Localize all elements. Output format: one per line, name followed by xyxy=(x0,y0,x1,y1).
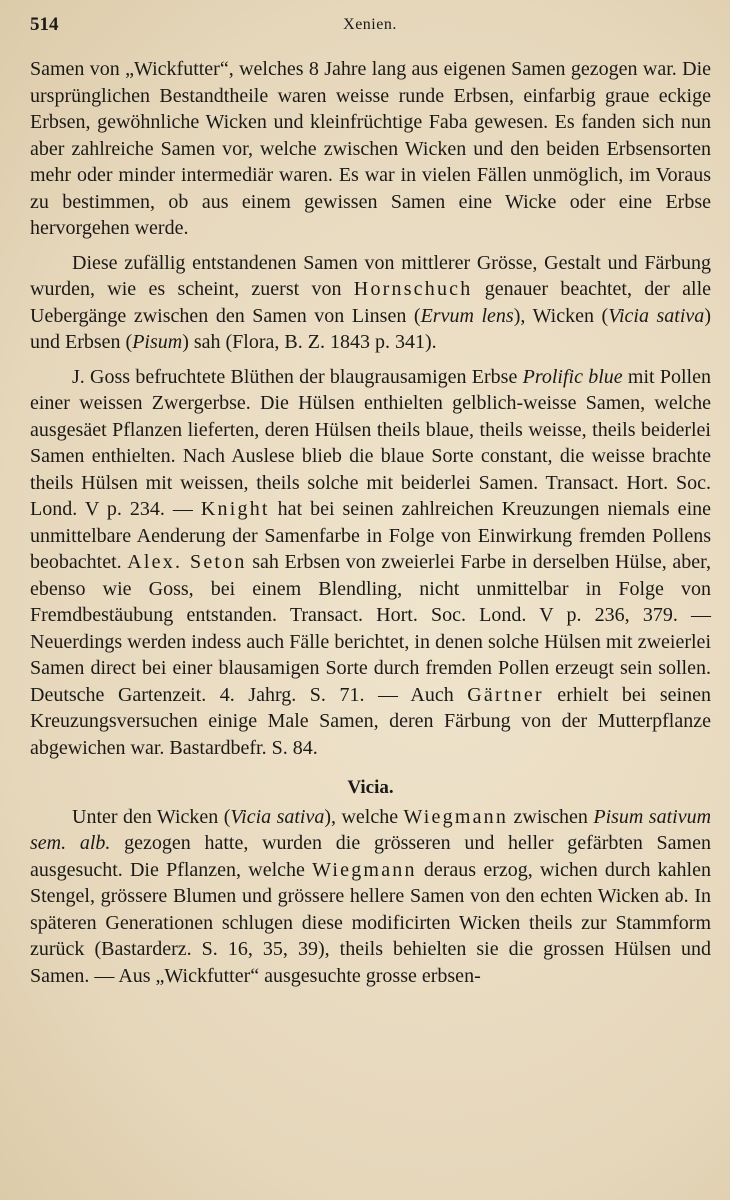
species-name: Vicia sativa xyxy=(608,304,705,327)
paragraph-3: J. Goss befruchtete Blüthen der blaugrausamigen Erbse Prolific blue mit Pollen einer weissen Zwergerbse. Die Hülsen enthielten gelblich-weisse Samen, welche ausgesäet Pflanzen lieferten, deren Hülsen theils blaue, theils weisse, theils beiderlei Samen enthielten. Nach Auslese blieb die blaue Sorte constant, die weisse brachte theils Hülsen mit weissen, theils solche mit beiderlei Samen. Transact. Hort. Soc. Lond. V p. 234. — Knight hat bei seinen zahlreichen Kreuzungen niemals eine unmittelbare Aenderung der Samenfarbe in Folge von Einwirkung fremden Pollens beobachtet. Alex. Seton sah Erbsen von zweierlei Farbe in derselben Hülse, aber, ebenso wie Goss, bei einem Blendling, nicht unmittelbar in Folge von Fremdbestäubung entstanden. Transact. Hort. Soc. Lond. V p. 236, 379. — Neuerdings werden indess auch Fälle berichtet, in denen solche Hülsen mit zweierlei Samen direct bei einer blausamigen Sorte durch fremden Pollen erzeugt sein sollen. Deutsche Gartenzeit. 4. Jahrg. S. 71. — Auch Gärtner erhielt bei seinen Kreuzungsversuchen einige Male Samen, deren Färbung von der Mutterpflanze abgewichen war. Bastardbefr. S. 84. xyxy=(30,365,711,759)
author-name: Wiegmann xyxy=(312,858,417,881)
author-name: Wiegmann xyxy=(403,805,509,828)
page-number: 514 xyxy=(30,14,59,35)
running-head: Xenien. xyxy=(343,16,397,33)
section-heading: Vicia. xyxy=(347,777,394,798)
species-name: Pisum xyxy=(132,331,183,353)
author-name: Hornschuch xyxy=(353,278,473,300)
paragraph-2: Diese zufällig entstandenen Samen von mittlerer Grösse, Gestalt und Färbung wurden, wie es scheint, zuerst von Hornschuch genauer beachtet, der alle Uebergänge zwischen den Samen von Linsen (Ervum lens), Wicken (Vicia sativa) und Erbsen (Pisum) sah (Flora, B. Z. 1843 p. 341). xyxy=(30,251,711,353)
species-name: Pisum sativum sem. alb. xyxy=(30,805,712,854)
author-name: Knight xyxy=(200,498,270,520)
author-name: Alex. Seton xyxy=(127,551,247,573)
species-name: Ervum lens xyxy=(420,304,514,327)
page-header xyxy=(30,14,710,42)
paragraph-1: Samen von „Wickfutter“, welches 8 Jahre lang aus eigenen Samen gezogen war. Die ursprünglichen Bestandtheile waren weisse runde Erbsen, einfarbig graue eckige Erbsen, gewöhnliche Wicken und kleinfrüchtige Faba gewesen. Es fanden sich nun aber zahlreiche Samen vor, welche zwischen Wicken und den beiden Erbsensorten mehr oder minder intermediär waren. Es war in vielen Fällen unmöglich, im Voraus zu bestimmen, ob aus einem gewissen Samen eine Wicke oder eine Erbse hervorgehen werde. xyxy=(30,58,711,239)
body-text xyxy=(30,56,711,989)
variety-name: Prolific blue xyxy=(522,365,623,388)
paragraph-4: Unter den Wicken (Vicia sativa), welche Wiegmann zwischen Pisum sativum sem. alb. gezogen hatte, wurden die grösseren und heller gefärbten Samen ausgesucht. Die Pflanzen, welche Wiegmann deraus erzog, wichen durch kahlen Stengel, grössere Blumen und grössere hellere Samen von den echten Wicken ab. In späteren Generationen schlugen diese modificirten Wicken theils zur Stammform zurück (Bastarderz. S. 16, 35, 39), theils behielten sie die grossen Hülsen und Samen. — Aus „Wickfutter“ ausgesuchte grosse erbsen- xyxy=(30,805,712,987)
species-name: Vicia sativa xyxy=(230,805,325,828)
author-name: Gärtner xyxy=(467,683,544,706)
